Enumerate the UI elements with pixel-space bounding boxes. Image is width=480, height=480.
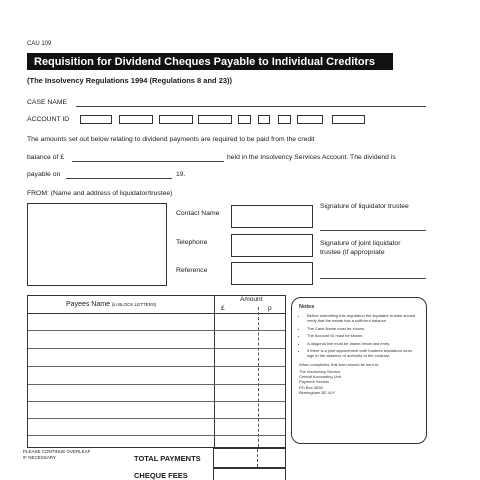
account-id-box-5[interactable] [238,115,251,124]
account-id-box-1[interactable] [80,115,112,124]
account-id-box-8[interactable] [297,115,323,124]
address-line: Birmingham B2 4UY [299,389,336,395]
notes-return-text: When completed, this form should be sent to: [299,362,380,367]
notes-item: • A diagonal line must be drawn below last entry. [307,341,419,346]
table-row[interactable] [28,366,285,367]
from-label: FROM: (Name and address of liquidator/trustee) [27,190,173,197]
form-subtitle: (The Insolvency Regulations 1994 (Regulations 8 and 23)) [27,76,233,85]
table-row[interactable] [28,348,285,349]
liquidator-signature-label: Signature of liquidator trustee [320,203,409,210]
account-id-box-2[interactable] [119,115,153,124]
address-line: PO Box 3690 [299,384,323,390]
form-code: CAU 109 [27,41,52,47]
notes-item: • If there is a joint appointment both trustees liquidators must sign in the absence of authority to the contrary. [307,348,419,358]
payee-name-header: Payees Name (in BLOCK LETTERS) [66,301,157,308]
notes-list [299,313,419,358]
telephone-field[interactable] [231,234,313,257]
account-id-box-3[interactable] [159,115,193,124]
account-id-box-4[interactable] [198,115,232,124]
total-pence-divider [257,449,258,467]
amount-header: Amount [240,296,263,303]
telephone-label: Telephone [176,239,208,246]
year-suffix: 19. [176,171,186,178]
amounts-statement: The amounts set out below relating to dividend payments are required to be paid from the credit [27,136,315,143]
payable-date-field[interactable] [66,178,172,179]
balance-field[interactable] [72,161,224,162]
total-payments-field[interactable] [213,448,286,468]
case-name-field[interactable] [76,106,426,107]
payable-on-label: payable on [27,171,61,178]
return-address [299,369,419,395]
amount-column-divider [214,296,215,447]
total-payments-label: TOTAL PAYMENTS [134,454,201,463]
cheque-fees-label: CHEQUE FEES [134,471,188,480]
table-row[interactable] [28,401,285,402]
notes-item: • The Account ID must be shown. [307,333,419,338]
address-line: Central Accounting Unit [299,374,341,380]
address-line: The Insolvency Service [299,369,341,374]
contact-name-label: Contact Name [176,210,220,217]
notes-item: • The Case Name must be shown. [307,326,419,331]
liquidator-signature-field[interactable] [320,230,426,231]
continue-overleaf-note-2: IF NECESSARY [23,455,56,460]
joint-signature-field[interactable] [320,278,426,279]
table-row[interactable] [28,330,285,331]
balance-label: balance of £ [27,154,65,161]
account-id-box-9[interactable] [332,115,365,124]
payees-table [27,295,286,448]
joint-signature-label-line1: Signature of joint liquidator [320,240,401,247]
pounds-column-header: £ [221,305,225,312]
account-id-box-6[interactable] [258,115,270,124]
table-row[interactable] [28,435,285,436]
notes-title: Notes [299,304,315,310]
table-row[interactable] [28,418,285,419]
pence-column-header: p [268,305,272,312]
account-id-box-7[interactable] [278,115,291,124]
notes-box [291,297,427,444]
account-id-label: ACCOUNT ID [27,116,70,123]
continue-overleaf-note: PLEASE CONTINUE OVERLEAF [23,449,91,454]
joint-signature-label-line2: trustee (if appropriate [320,249,385,256]
reference-label: Reference [176,267,208,274]
address-line: Payment Section [299,379,330,385]
balance-suffix-text: held in the Insolvency Services Account. The dividend is [227,154,396,161]
form-title: Requisition for Dividend Cheques Payable to Individual Creditors [27,53,393,70]
notes-item: • Before submitting this requisition the liquidator trustee should verify that the estate has a sufficient balance. [307,313,419,323]
pence-column-divider [258,307,259,447]
cheque-fees-field[interactable] [213,468,286,480]
liquidator-address-box[interactable] [27,203,167,286]
contact-name-field[interactable] [231,205,313,228]
table-row[interactable] [28,384,285,385]
case-name-label: CASE NAME [27,99,68,106]
table-header-divider [28,313,285,314]
reference-field[interactable] [231,262,313,285]
